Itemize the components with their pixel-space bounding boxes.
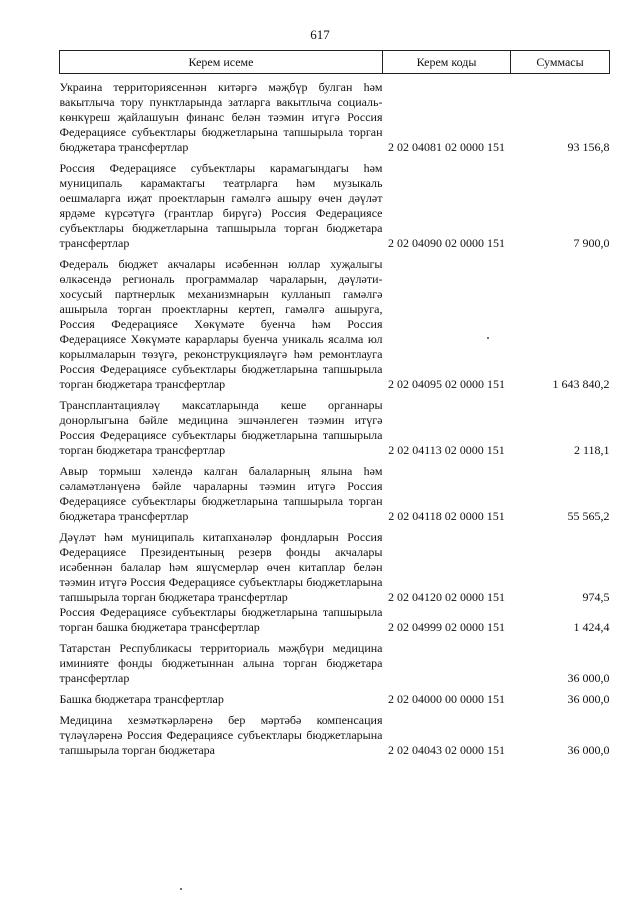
table-row — [60, 605, 610, 635]
table-row — [60, 161, 610, 251]
scan-speck — [487, 337, 489, 339]
table-row — [60, 257, 610, 392]
scan-speck — [180, 888, 182, 890]
income-table — [59, 50, 610, 758]
table-row — [60, 641, 610, 686]
table-row — [60, 713, 610, 758]
row-sum: 1 643 840,2 — [552, 377, 610, 391]
row-code: 2 02 04090 02 0000 151 — [388, 236, 505, 250]
row-name: Башка бюджетара трансфертлар — [59, 692, 224, 706]
row-name: Татарстан Республикасы территориаль мәҗбүри медицина иминияте фонды бюджетыннан алына торган бюджетара трансфертлар — [59, 641, 383, 685]
row-sum: 36 000,0 — [567, 743, 610, 757]
table-row — [60, 80, 610, 155]
row-sum: 55 565,2 — [567, 509, 610, 523]
table-row — [60, 464, 610, 524]
row-name: Украина территориясеннән китәргә мәҗбүр булган һәм вакытлыча тору пунктларында затларга вакытлыча социаль-көнкүреш җайлашуын финанс белән тәэмин итүгә Россия Федерациясе субъектлары бюджетларына тапшырыла торган бюджетара трансфертлар — [59, 80, 383, 154]
row-sum: 36 000,0 — [567, 671, 610, 685]
header-name: Керем исеме — [60, 51, 383, 74]
row-name: Россия Федерациясе субъектлары бюджетларына тапшырыла торган башка бюджетара трансфертлар — [59, 605, 383, 634]
row-sum: 93 156,8 — [567, 140, 610, 154]
row-code: 2 02 04120 02 0000 151 — [388, 590, 505, 604]
row-code: 2 02 04081 02 0000 151 — [388, 140, 505, 154]
table-row — [60, 692, 610, 707]
row-name: Дәүләт һәм муниципаль китапханәләр фондларын Россия Федерациясе Президентының резерв фонды акчалары исәбеннән балалар һәм яшүсмерләр өчен китаплар белән тәэмин итүгә Россия Федерациясе субъектлары бюджетларына тапшырыла торган бюджетара трансфертлар — [59, 530, 383, 604]
row-name: Медицина хезмәткәрләренә бер мәртәбә компенсация түләүләренә Россия Федерациясе субъектлары бюджетларына тапшырыла торган бюджетара — [59, 713, 383, 757]
table-header-row — [60, 51, 610, 74]
table-row — [60, 530, 610, 605]
row-code: 2 02 04043 02 0000 151 — [388, 743, 505, 757]
row-code: 2 02 04999 02 0000 151 — [388, 620, 505, 634]
row-name: Авыр тормыш хәлендә калган балаларның ялына һәм сәламәтләнүенә бәйле чараларны тәэмин итүгә Россия Федерациясе субъектлары бюджетларына тапшырыла торган бюджетара трансфертлар — [59, 464, 383, 523]
header-code: Керем коды — [383, 51, 511, 74]
row-code: 2 02 04118 02 0000 151 — [388, 509, 505, 523]
row-sum: 36 000,0 — [567, 692, 610, 706]
row-code: 2 02 04000 00 0000 151 — [388, 692, 505, 706]
row-name: Трансплантацияләү максатларында кеше органнары донорлыгына бәйле медицина эшчәнлеген тәэмин итүгә Россия Федерациясе субъектлары бюджетларына тапшырыла торган бюджетара трансфертлар — [59, 398, 383, 457]
row-sum: 1 424,4 — [573, 620, 610, 634]
row-sum: 974,5 — [582, 590, 610, 604]
row-sum: 7 900,0 — [573, 236, 610, 250]
row-code: 2 02 04095 02 0000 151 — [388, 377, 505, 391]
row-sum: 2 118,1 — [573, 443, 610, 457]
table-row — [60, 398, 610, 458]
header-sum: Суммасы — [511, 51, 610, 74]
row-code — [383, 641, 511, 686]
row-name: Федераль бюджет акчалары исәбеннән юллар хуҗалыгы өлкәсендә региональ программалар чараларын, дәүләти-хосусый партнерлык механизмнарын кулланып гамәлгә ашырыла торган проектларны кертеп, гамәлгә ашыруга, Россия Федерациясе Хөкүмәте буенча һәм Россия Федерациясе Хөкүмәте карарлары буенча уникаль ясалма юл корылмаларын төзүгә, реконструкцияләүгә һәм ремонтлауга Россия Федерациясе субъектлары бюджетларына тапшырыла торган бюджетара трансфертлар — [59, 257, 383, 391]
row-name: Россия Федерациясе субъектлары карамагындагы һәм муниципаль карамактагы театрларга һәм музыкаль оешмаларга иҗат проектларын гамәлгә ашыру өчен дәүләт ярдәме күрсәтүгә (грантлар бирүгә) Россия Федерациясе субъектлары бюджетларына тапшырыла торган бюджетара трансфертлар — [59, 161, 383, 250]
page-number: 617 — [310, 27, 330, 42]
row-code: 2 02 04113 02 0000 151 — [388, 443, 505, 457]
